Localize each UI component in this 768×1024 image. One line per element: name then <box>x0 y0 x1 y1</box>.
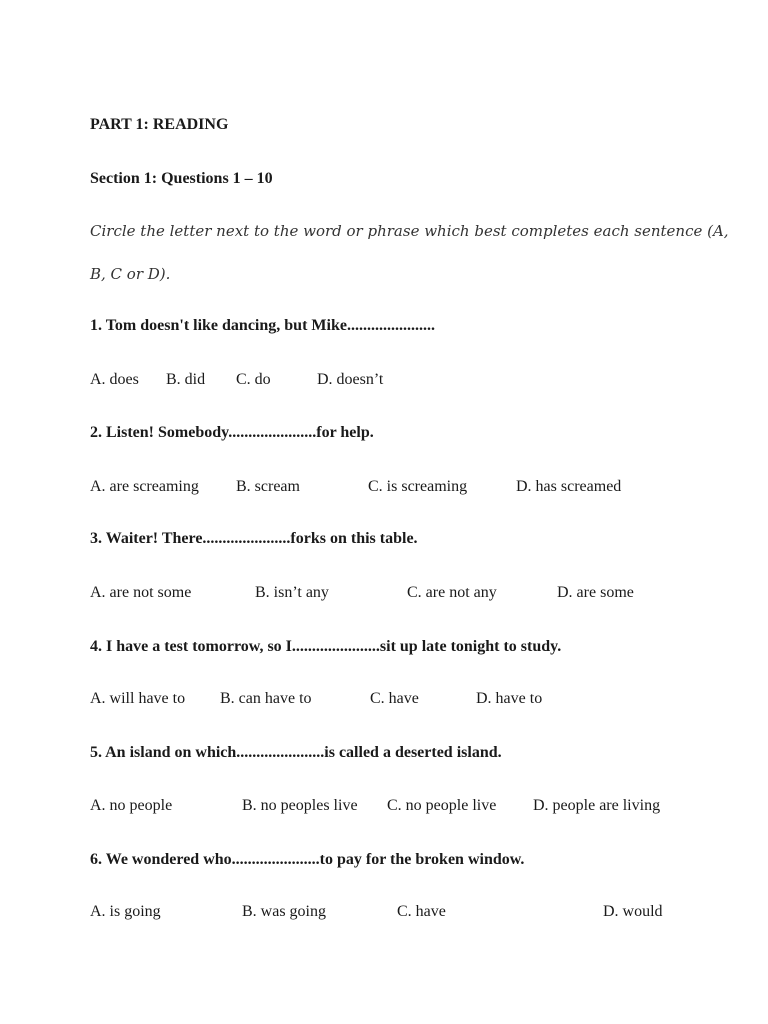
question-5-option-d[interactable]: D. people are living <box>533 797 661 814</box>
question-3-text: 3. Waiter! There......................forks on this table. <box>90 530 418 547</box>
question-5-option-a[interactable]: A. no people <box>90 797 173 814</box>
question-2-option-b[interactable]: B. scream <box>236 478 300 495</box>
question-4-option-b[interactable]: B. can have to <box>220 690 312 707</box>
question-3-option-d[interactable]: D. are some <box>557 584 634 601</box>
question-3-option-c[interactable]: C. are not any <box>407 584 497 601</box>
question-4-option-c[interactable]: C. have <box>370 690 419 707</box>
instruction-line-1: Circle the letter next to the word or phrase which best completes each sentence (A, <box>90 222 729 240</box>
question-3-option-a[interactable]: A. are not some <box>90 584 192 601</box>
question-6-option-d[interactable]: D. would <box>603 903 663 920</box>
question-2-option-a[interactable]: A. are screaming <box>90 478 199 495</box>
section-title: Section 1: Questions 1 – 10 <box>90 170 273 187</box>
question-6-option-c[interactable]: C. have <box>397 903 446 920</box>
question-1-option-b[interactable]: B. did <box>166 371 206 388</box>
question-4-option-d[interactable]: D. have to <box>476 690 543 707</box>
question-6-option-b[interactable]: B. was going <box>242 903 326 920</box>
question-5-option-c[interactable]: C. no people live <box>387 797 497 814</box>
question-2-option-c[interactable]: C. is screaming <box>368 478 468 495</box>
part-title: PART 1: READING <box>90 116 229 133</box>
question-4-option-a[interactable]: A. will have to <box>90 690 186 707</box>
question-2-option-d[interactable]: D. has screamed <box>516 478 622 495</box>
question-5-text: 5. An island on which......................is called a deserted island. <box>90 744 502 761</box>
question-1-option-c[interactable]: C. do <box>236 371 271 388</box>
question-5-option-b[interactable]: B. no peoples live <box>242 797 358 814</box>
question-2-text: 2. Listen! Somebody......................for help. <box>90 424 374 441</box>
question-4-text: 4. I have a test tomorrow, so I......................sit up late tonight to study. <box>90 638 562 655</box>
instruction-line-2: B, C or D). <box>90 265 171 283</box>
question-1-option-d[interactable]: D. doesn’t <box>317 371 384 388</box>
question-3-option-b[interactable]: B. isn’t any <box>255 584 329 601</box>
question-6-option-a[interactable]: A. is going <box>90 903 161 920</box>
question-1-text: 1. Tom doesn't like dancing, but Mike...................... <box>90 317 435 334</box>
question-1-option-a[interactable]: A. does <box>90 371 139 388</box>
question-6-text: 6. We wondered who......................to pay for the broken window. <box>90 851 525 868</box>
